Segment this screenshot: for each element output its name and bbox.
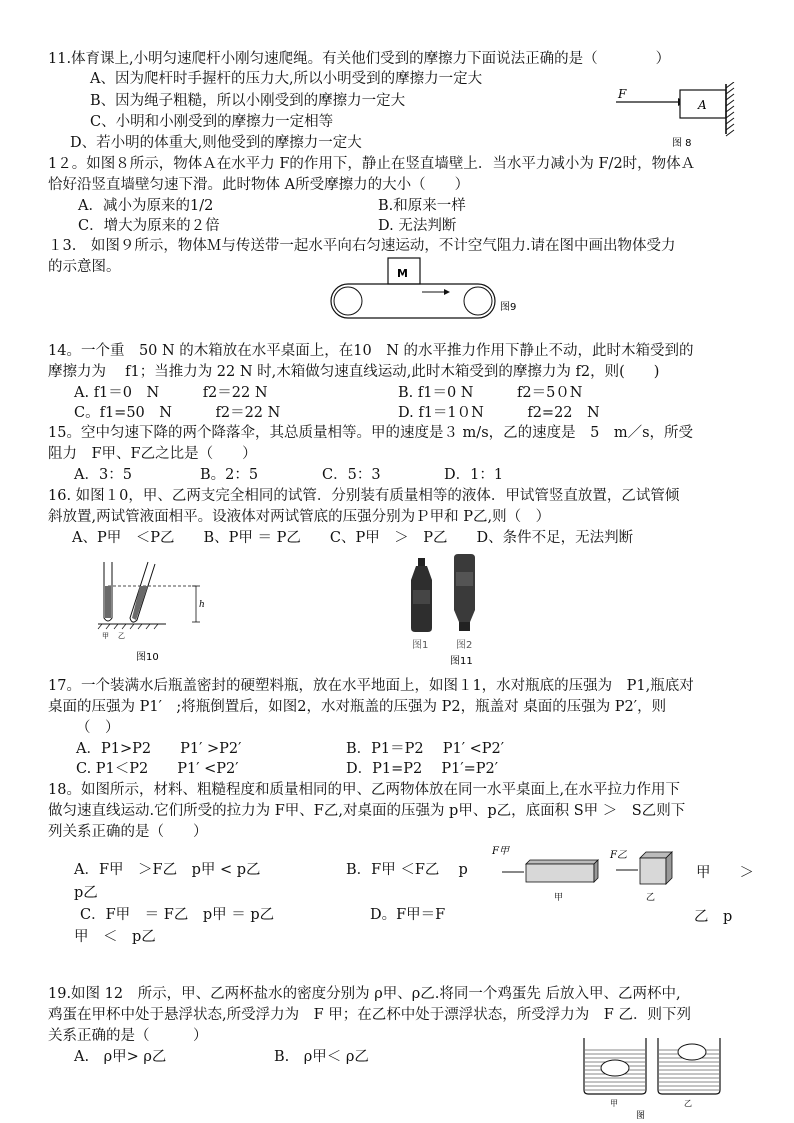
q17-option-a: A．P1>P2 P1′ >P2′ [76,741,242,757]
figure-12 [578,1034,728,1120]
q18-line3: 列关系正确的是（ ） [48,824,208,840]
q18-option-d: D。F甲＝F [370,907,446,923]
q13-line1: １3. 如图９所示，物体Ｍ与传送带一起水平向右匀速运动，不计空气阻力.请在图中画出物体受力 [48,238,676,254]
q19-line2: 鸡蛋在甲杯中处于悬浮状态,所受浮力为 F 甲；在乙杯中处于漂浮状态，所受浮力为 F 乙．则下列 [48,1007,691,1023]
q18-option-c: C．F甲 ＝ F乙 p甲 ＝ p乙 [80,907,275,923]
right-pulley [464,287,492,315]
left-pulley [334,287,362,315]
height-label: h [199,600,205,610]
force-label-yi: F乙 [610,850,627,861]
q17-option-c: C. P1＜P2 P1′ <P2′ [76,761,239,777]
bottle-label-2: 图2 [456,640,473,651]
block-yi-front [640,858,666,884]
q14-option-d: D. f1＝1０N f2=22 N [398,405,600,421]
q12-option-d: D. 无法判断 [378,218,457,234]
q12-option-a: A．减小为原来的1/2 [78,198,214,214]
q17-line2: 桌面的压强为 P1′ ;将瓶倒置后，如图2，水对瓶盖的压强为 P2，瓶盖对 桌面的压强为 P2′，则 [48,699,667,715]
block-yi-side [666,852,672,884]
block-jia-front [526,864,594,882]
q17-option-d: D．P1=P2 P1′=P2′ [346,761,499,777]
q16-line1: 16. 如图１0，甲、乙两支完全相同的试管．分别装有质量相等的液体．甲试管竖直放置，乙试管倾 [48,488,680,504]
figure-9-caption: 图9 [500,302,517,313]
q13-line2: 的示意图。 [48,259,121,275]
block-label-yi: 乙 [646,893,656,903]
bottle-upright [411,558,432,632]
block-label-jia: 甲 [554,893,564,903]
bottle-label-1: 图1 [412,640,429,651]
q14-option-c: C。f1=50 N f2＝22 N [74,405,281,421]
q12-line2: 恰好沿竖直墙壁匀速下滑。此时物体 A所受摩擦力的大小（ ） [48,177,470,193]
q15-option-b: B。2：5 [200,467,259,483]
egg-yi [678,1044,706,1060]
figure-12-caption: 图 [636,1111,646,1120]
q18-line2: 做匀速直线运动.它们所受的拉力为 F甲、F乙,对桌面的压强为 p甲、p乙，底面积 S甲 ＞ S乙则下 [48,803,686,819]
figure-11 [404,550,514,668]
bottle-inverted [454,554,475,631]
q19-option-b: B. ρ甲＜ ρ乙 [274,1049,369,1065]
q14-option-a: A. f1＝0 N f2＝22 N [74,385,268,401]
q18-option-b: B．F甲 ＜F乙 p [346,862,468,878]
q17-line3: （ ） [76,720,120,736]
q16-line2: 斜放置,两试管液面相平。设液体对两试管底的压强分别为Ｐ甲和 P乙,则（ ） [48,509,551,525]
q12-line1: 1２。如图８所示，物体Ａ在水平力 F的作用下，静止在竖直墙壁上．当水平力减小为 F/2时，物体Ａ [48,156,696,172]
q14-option-b: B. f1＝0 N f2＝5０N [398,385,583,401]
block-m-label: M [397,267,408,280]
q19-option-a: A. ρ甲> ρ乙 [74,1049,167,1065]
q18-option-a: A．F甲 ＞F乙 p甲 < p乙 [74,862,261,878]
motion-arrow-head [444,289,450,295]
q19-line3: 关系正确的是（ ） [48,1028,208,1044]
figure-10-caption: 图10 [136,652,159,663]
q16-options: A、P甲 ＜P乙 B、P甲 ＝ P乙 C、P甲 ＞ P乙 D、条件不足，无法判断 [72,530,634,546]
q15-option-d: D．1：1 [444,467,504,483]
q14-line1: 14。一个重 50 N 的木箱放在水平桌面上，在10 N 的水平推力作用下静止不动，此时木箱受到的 [48,343,694,359]
table-hatching [98,624,158,629]
force-label: F [618,87,627,101]
q15-option-a: A．3：5 [74,467,132,483]
q18-option-d-wrap: 甲 ＜ p乙 [74,929,156,945]
q15-line2: 阻力 F甲、F乙之比是（ ） [48,446,257,462]
q11-option-b: B、因为绳子粗糙，所以小刚受到的摩擦力一定大 [90,93,406,109]
q11-option-d: D、若小明的体重大,则他受到的摩擦力一定大 [70,135,362,151]
q18-option-a-wrap: p乙 [74,885,98,901]
liquid-vertical [105,586,111,618]
q11-stem: 11.体育课上,小明匀速爬杆小刚匀速爬绳。有关他们受到的摩擦力下面说法正确的是（ ） [48,51,671,67]
figure-9 [330,256,530,324]
figure-8-caption: 图 8 [672,138,692,149]
figure-11-caption: 图11 [450,656,473,667]
q11-option-c: C、小明和小刚受到的摩擦力一定相等 [90,114,334,130]
block-jia-top [526,860,598,864]
block-label: A [698,98,707,112]
cup-label-yi: 乙 [684,1099,692,1108]
force-label-jia: F甲 [492,846,509,857]
q18-line1: 18。如图所示，材料、粗糙程度和质量相同的甲、乙两物体放在同一水平桌面上,在水平拉力作用下 [48,782,681,798]
q19-line1: 19.如图 12 所示，甲、乙两杯盐水的密度分别为 ρ甲、ρ乙.将同一个鸡蛋先 后放入甲、乙两杯中, [48,986,681,1002]
q12-option-c: C．增大为原来的２倍 [78,218,220,234]
figure-10 [96,560,216,665]
q15-option-c: C．5：3 [322,467,381,483]
figure-8 [612,82,742,152]
tube-label-jia: 甲 [102,632,109,640]
q18-option-d-tail: 乙 p [694,909,733,925]
wall-hatching [726,82,734,136]
block-jia-side [594,860,598,882]
q12-option-b: B.和原来一样 [378,198,466,214]
egg-jia [601,1060,629,1076]
q15-line1: 15。空中匀速下降的两个降落伞，其总质量相等。甲的速度是３ m/s，乙的速度是 5 m／s，所受 [48,425,694,441]
q11-option-a: A、因为爬杆时手握杆的压力大,所以小明受到的摩擦力一定大 [90,71,483,87]
tube-label-yi: 乙 [118,632,125,640]
figure-18 [486,840,696,910]
q17-option-b: B．P1＝P2 P1′ <P2′ [346,741,505,757]
q14-line2: 摩擦力为 f1；当推力为 22 N 时,木箱做匀速直线运动,此时木箱受到的摩擦力为 f2，则( ) [48,364,660,380]
cup-label-jia: 甲 [610,1099,618,1108]
q18-option-b-tail: 甲 ＞ [696,865,754,881]
q17-line1: 17。一个装满水后瓶盖密封的硬塑料瓶，放在水平地面上，如图１1，水对瓶底的压强为 P1,瓶底对 [48,678,694,694]
